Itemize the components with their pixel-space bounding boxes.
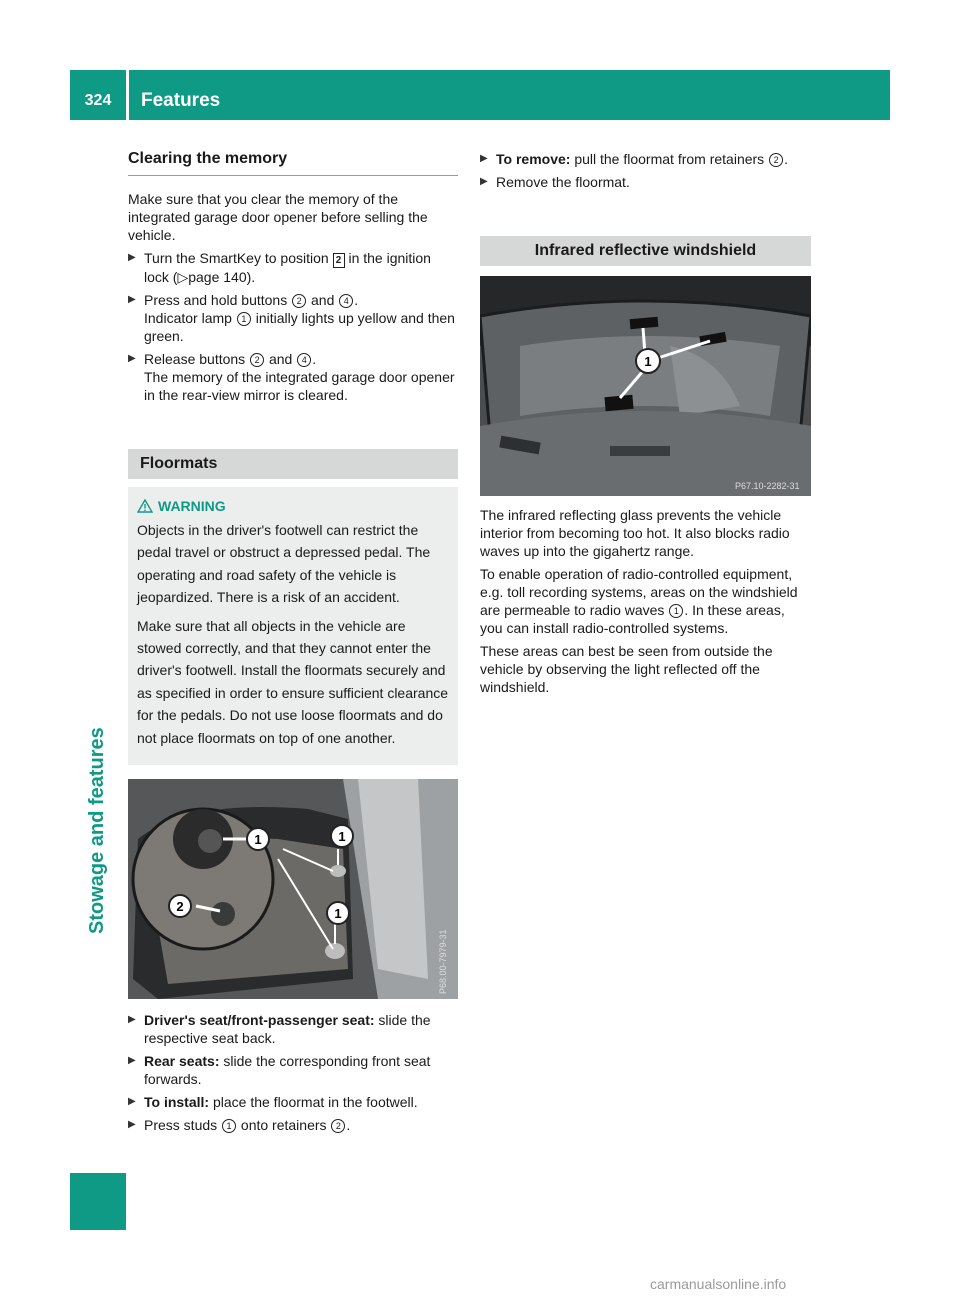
callout-number-icon: 4 (297, 353, 311, 367)
svg-text:1: 1 (338, 829, 346, 845)
infrared-text-1: The infrared reflecting glass prevents the vehicle interior from becoming too hot. It also blocks radio waves up into the gigahertz range. (480, 507, 790, 559)
page-number: 324 (84, 92, 112, 109)
callout-2 (169, 895, 191, 917)
page-ref-link[interactable]: page 140). (188, 269, 256, 285)
floormat-step-4 (128, 1116, 458, 1134)
callout-number-icon: 1 (222, 1119, 236, 1133)
step-text: Press and hold buttons (144, 292, 288, 308)
floormat-step-6 (480, 173, 811, 191)
svg-text:1: 1 (254, 832, 262, 848)
step-label: Driver's seat/front-passenger seat: (144, 1012, 375, 1029)
warning-title-row (137, 497, 449, 515)
floormat-step-2 (128, 1052, 458, 1088)
callout-1-b (331, 825, 353, 847)
svg-text:1: 1 (334, 906, 342, 922)
body-text: To enable operation of radio-controlled equipment, e.g. toll recording systems, areas on the windshield are permeable to radio waves (480, 566, 798, 618)
step-text: and (311, 292, 335, 308)
step-text: . (354, 292, 359, 308)
infrared-text-2 (480, 565, 811, 637)
step-text: . (784, 151, 788, 167)
floormat-photo-credit: P68.00-7979-31 (438, 929, 448, 995)
warning-box (128, 487, 458, 765)
warning-text-2: Make sure that all objects in the vehicle are stowed correctly, and that they cannot enter the driver's footwell. Install the floormats securely and as specified in order to ensure sufficient clearance for the pedals. Do not use loose floormats and do not place floormats on top of one another. (137, 617, 449, 746)
infrared-heading: Infrared reflective windshield (480, 236, 811, 266)
infrared-text-3: These areas can best be seen from outside the vehicle by observing the light reflected off the windshield. (480, 643, 773, 695)
left-column (128, 150, 458, 1139)
chapter-title: Features (141, 90, 221, 111)
step-text: slide the respective seat back. (144, 1012, 431, 1047)
svg-text:2: 2 (176, 899, 184, 915)
step-text: Release buttons (144, 351, 246, 367)
windshield-photo (480, 276, 811, 496)
floormat-step-1 (128, 1011, 458, 1047)
step-text: slide the corresponding front seat forwards. (144, 1053, 431, 1088)
step-text: onto retainers (240, 1117, 327, 1134)
clearing-step-3 (128, 350, 458, 404)
page-header (70, 70, 890, 120)
callout-number-icon: 2 (292, 294, 306, 308)
body-text: . In these areas, you can install radio-controlled systems. (480, 602, 785, 636)
step-text: and (268, 351, 293, 367)
clearing-step-2 (128, 291, 458, 345)
step-text: Turn the SmartKey to position (144, 250, 329, 266)
step-label: To remove: (496, 151, 571, 167)
floormats-heading: Floormats (128, 449, 458, 479)
windshield-photo-credit: P67.10-2282-31 (735, 481, 800, 491)
step-text: . (312, 351, 317, 367)
callout-1 (636, 349, 660, 373)
step-text: Remove the floormat. (496, 174, 630, 190)
header-separator (126, 70, 129, 120)
footer-watermark[interactable]: carmanualsonline.info (650, 1276, 787, 1292)
right-column (480, 150, 811, 701)
floormat-photo (128, 779, 458, 999)
side-tab-label: Stowage and features (86, 727, 108, 934)
warning-title: WARNING (158, 498, 226, 514)
step-text: initially lights up yellow and then green. (144, 310, 455, 344)
step-text: Indicator lamp (144, 310, 232, 326)
callout-number-icon: 2 (250, 353, 264, 367)
step-text: in the ignition lock ( (144, 250, 431, 285)
svg-text:1: 1 (644, 354, 652, 369)
floormat-step-5 (480, 150, 811, 168)
warning-triangle-icon (137, 499, 153, 513)
step-text: Press studs (144, 1117, 218, 1134)
step-text: place the floormat in the footwell. (212, 1094, 418, 1111)
callout-1-c (327, 902, 349, 924)
page-ref-arrow-icon: ▷ (177, 269, 189, 285)
step-text: . (346, 1117, 351, 1134)
warning-text-1: Objects in the driver's footwell can restrict the pedal travel or obstruct a depressed pedal. The operating and road safety of the vehicle is jeopardized. There is a risk of an accident. (137, 522, 431, 606)
callout-1-a (247, 828, 269, 850)
key-position-icon: 2 (333, 253, 345, 268)
callout-number-icon: 4 (339, 294, 353, 308)
clearing-step-1 (128, 249, 458, 286)
side-tab-marker (70, 1173, 126, 1230)
clearing-memory-heading: Clearing the memory (128, 150, 458, 176)
step-text: The memory of the integrated garage door opener in the rear-view mirror is cleared. (144, 369, 455, 403)
callout-number-icon: 1 (669, 604, 683, 618)
callout-number-icon: 2 (769, 153, 783, 167)
step-text: pull the floormat from retainers (574, 151, 765, 167)
callout-number-icon: 2 (331, 1119, 345, 1133)
floormat-step-3 (128, 1093, 458, 1111)
callout-number-icon: 1 (237, 312, 251, 326)
step-label: To install: (144, 1094, 210, 1111)
step-label: Rear seats: (144, 1053, 220, 1070)
clearing-intro: Make sure that you clear the memory of the integrated garage door opener before selling the vehicle. (128, 191, 428, 243)
